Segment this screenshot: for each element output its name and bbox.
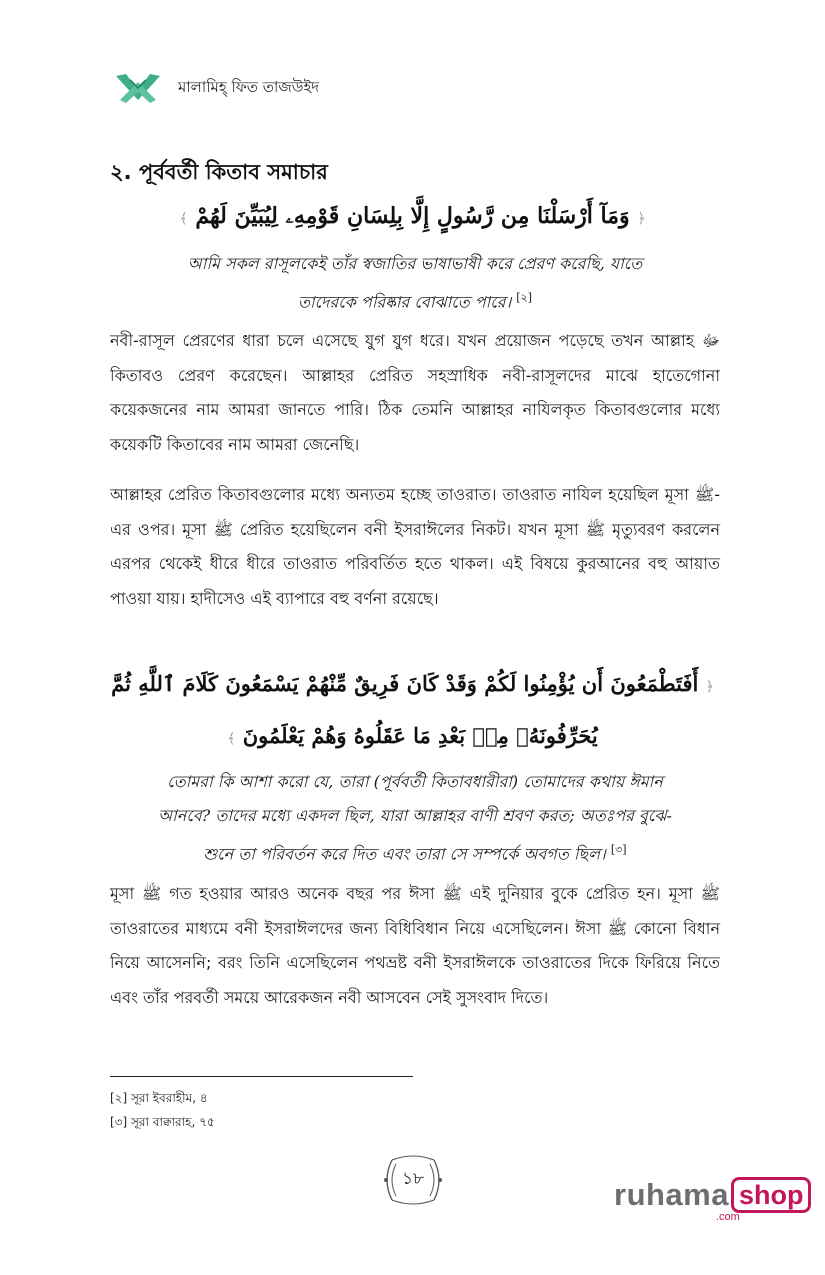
brand-name: ruhama xyxy=(614,1177,729,1212)
translation-line: তাদেরকে পরিষ্কার বোঝাতে পারে। [২] xyxy=(297,291,533,312)
paragraph-3: মূসা ﷺ গত হওয়ার আরও অনেক বছর পর ঈসা ﷺ এই দুনিয়ার বুকে প্রেরিত হন। মূসা ﷺ তাওরাতের মাধ্যমে বনী ইসরাঈলদের জন্য বিধিবিধান নিয়ে এসেছিলেন। ঈসা ﷺ কোনো বিধান নিয়ে আসেননি; বরং তিনি এসেছিলেন পথভ্রষ্ট বনী ইসরাঈলকে তাওরাতের দিকে ফিরিয়ে নিতে এবং তাঁর পরবর্তী সময়ে আরেকজন নবী আসবেন সেই সুসংবাদ দিতে। xyxy=(110,884,720,1007)
translation-line: শুনে তা পরিবর্তন করে দিত এবং তারা সে সম্পর্কে অবগত ছিল। [৩] xyxy=(203,843,627,864)
footnote-ref[interactable]: [২] xyxy=(516,291,533,304)
verse-bracket-close: ﴾ xyxy=(179,211,188,227)
brand-logo xyxy=(614,1177,811,1213)
verse-text: يُحَرِّفُونَهُۥ مِنۢ بَعْدِ مَا عَقَلُوهُ وَهُمْ يَعْلَمُونَ xyxy=(242,723,598,748)
open-quran-icon xyxy=(112,70,164,106)
translation-line: তোমরা কি আশা করো যে, তারা (পূর্ববর্তী কিতাবধারীরা) তোমাদের কথায় ঈমান xyxy=(167,772,663,791)
translation-line: আমি সকল রাসূলকেই তাঁর স্বজাতির ভাষাভাষী করে প্রেরণ করেছি, যাতে xyxy=(187,254,643,273)
quran-verse-1 xyxy=(60,194,765,241)
verse-text: وَمَآ أَرْسَلْنَا مِن رَّسُولٍ إِلَّا بِلِسَانِ قَوْمِهِۦ لِيُبَيِّنَ لَهُمْ xyxy=(195,203,630,229)
page-number: ১৮ xyxy=(401,1169,425,1189)
footnote-divider xyxy=(110,1076,413,1077)
page-number-ornament xyxy=(378,1154,448,1206)
translation-line: আনবে? তাদের মধ্যে একদল ছিল, যারা আল্লাহর বাণী শ্রবণ করত; অতঃপর বুঝে- xyxy=(158,806,672,825)
quran-verse-2-line-2 xyxy=(60,714,765,761)
paragraph-1: নবী-রাসূল প্রেরণের ধারা চলে এসেছে যুগ যুগ ধরে। যখন প্রয়োজন পড়েছে তখন আল্লাহ ﷻ কিতাবও প্রেরণ করেছেন। আল্লাহর প্রেরিত সহস্রাধিক নবী-রাসূলদের মাঝে হাতেগোনা কয়েকজনের নাম আমরা জানতে পারি। ঠিক তেমনি আল্লাহর নাযিলকৃত কিতাবগুলোর মধ্যে কয়েকটি কিতাবের নাম আমরা জেনেছি। xyxy=(110,331,720,454)
book-title: মালামিহ্ ফিত তাজউইদ xyxy=(178,77,320,96)
paragraph-2: আল্লাহর প্রেরিত কিতাবগুলোর মধ্যে অন্যতম হচ্ছে তাওরাত। তাওরাত নাযিল হয়েছিল মূসা ﷺ-এর ওপর। মূসা ﷺ প্রেরিত হয়েছিলেন বনী ইসরাঈলের নিকট। যখন মূসা ﷺ মৃত্যুবরণ করলেন এরপর থেকেই ধীরে ধীরে তাওরাত পরিবর্তিত হতে থাকল। এই বিষয়ে কুরআনের বহু আয়াত পাওয়া যায়। হাদীসেও এই ব্যাপারে বহু বর্ণনা রয়েছে। xyxy=(110,485,720,608)
footnote-ref[interactable]: [৩] xyxy=(610,843,627,856)
verse-text: أَفَتَطْمَعُونَ أَن يُؤْمِنُوا لَكُمْ وَقَدْ كَانَ فَرِيقٌ مِّنْهُمْ يَسْمَعُونَ كَلَامَ ٱللَّهِ ثُمَّ xyxy=(111,671,699,696)
running-header xyxy=(112,68,319,108)
verse-bracket-open: ﴿ xyxy=(637,211,646,227)
quran-verse-2-line-1 xyxy=(60,662,765,709)
section-heading: ২. পূর্ববর্তী কিতাব সমাচার xyxy=(110,160,328,184)
verse-2-translation xyxy=(105,765,725,871)
verse-1-translation xyxy=(110,247,720,319)
footnote-1: [২] সূরা ইবরাহীম, ৪ xyxy=(110,1091,208,1105)
verse-bracket-close: ﴾ xyxy=(227,731,236,747)
brand-shop-badge: shop xyxy=(731,1177,812,1213)
footnote-2: [৩] সূরা বাক্বারাহ, ৭৫ xyxy=(110,1115,215,1129)
brand-domain-suffix: .com xyxy=(716,1211,740,1223)
verse-bracket-open: ﴿ xyxy=(705,679,714,695)
